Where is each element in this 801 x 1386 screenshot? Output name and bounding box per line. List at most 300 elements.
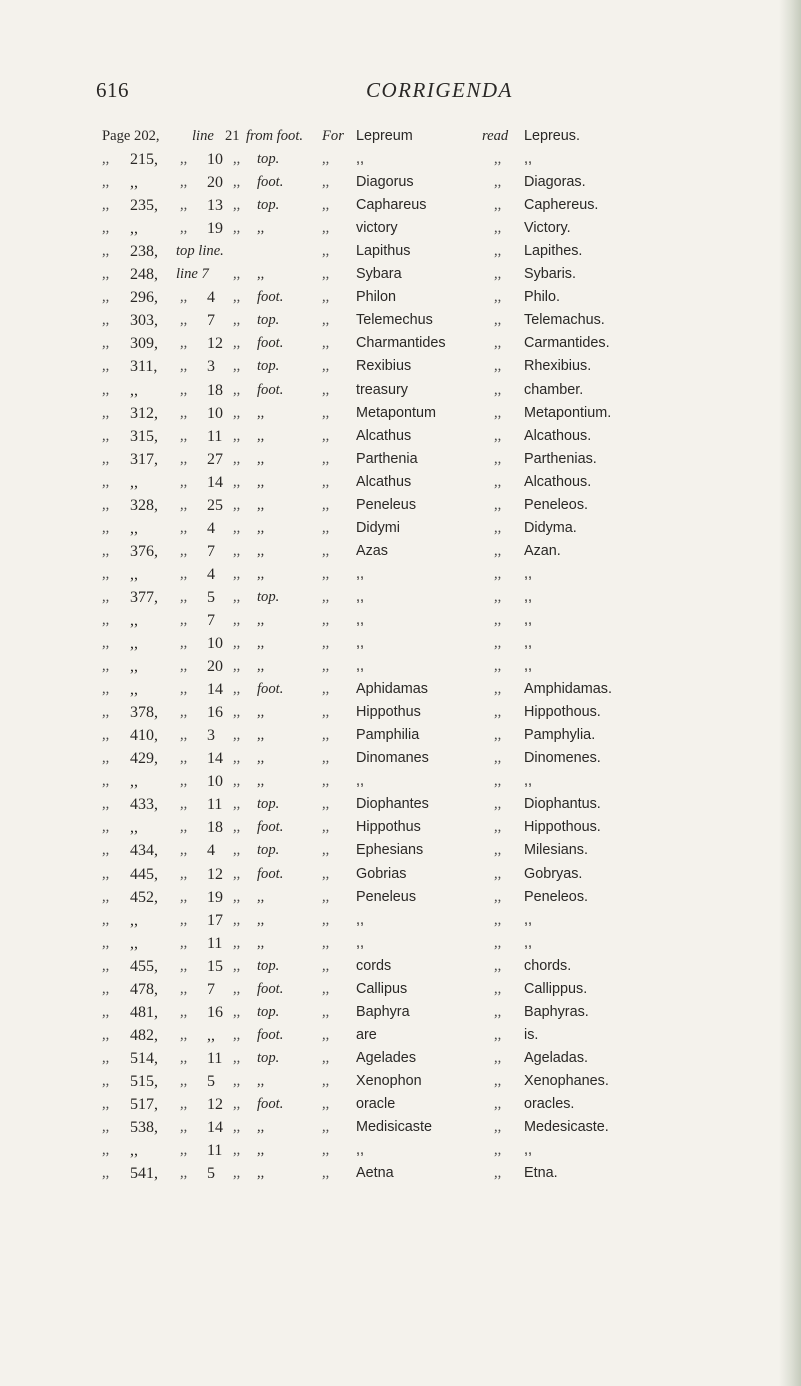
ditto-mark: ,, [494, 312, 502, 329]
ditto-mark: ,, [494, 335, 502, 352]
ditto-mark: ,, [322, 658, 330, 675]
ditto-mark: ,, [180, 174, 188, 191]
line-ref: 4 [207, 519, 215, 537]
ditto-mark: ,, [494, 381, 502, 398]
line-ref: 4 [207, 842, 215, 860]
ditto-mark: ,, [102, 381, 110, 398]
ditto-mark: ,, [494, 358, 502, 375]
ditto-mark: ,, [322, 1003, 330, 1020]
ditto-mark: ,, [180, 1142, 188, 1159]
corrigenda-row [0, 148, 801, 171]
ditto-mark: ,, [102, 289, 110, 306]
correct-reading: Metapontium. [524, 404, 612, 421]
ditto-mark: ,, [322, 1095, 330, 1112]
position-ref: ,, [257, 773, 265, 790]
correct-reading: ,, [524, 773, 532, 790]
erroneous-reading: Metapontum [356, 404, 436, 421]
erroneous-reading: Aetna [356, 1165, 394, 1182]
corrigenda-row [0, 332, 801, 355]
ditto-mark: ,, [322, 1026, 330, 1043]
line-ref: 3 [207, 727, 215, 745]
ditto-mark: ,, [180, 289, 188, 306]
corrigenda-row [0, 263, 801, 286]
position-label: from foot. [246, 128, 304, 144]
correct-reading: Victory. [524, 220, 571, 237]
line-ref: 20 [207, 174, 223, 192]
ditto-mark: ,, [494, 704, 502, 721]
page-ref: 538, [130, 1119, 158, 1137]
ditto-mark: ,, [233, 427, 241, 444]
ditto-mark: ,, [322, 312, 330, 329]
erroneous-reading: Peneleus [356, 888, 417, 905]
ditto-mark: ,, [180, 1072, 188, 1089]
ditto-mark: ,, [322, 588, 330, 605]
erroneous-reading: ,, [356, 635, 364, 652]
ditto-mark: ,, [494, 1003, 502, 1020]
corrigenda-row [0, 540, 801, 563]
line-ref: ,, [207, 1026, 215, 1044]
ditto-mark: ,, [180, 1119, 188, 1136]
ditto-mark: ,, [180, 496, 188, 513]
position-ref: foot. [257, 289, 284, 306]
ditto-mark: ,, [494, 911, 502, 928]
ditto-mark: ,, [494, 819, 502, 836]
corrigenda-row [0, 448, 801, 471]
ditto-mark: ,, [102, 266, 110, 283]
line-ref: 19 [207, 888, 223, 906]
erroneous-reading: Aphidamas [356, 681, 428, 698]
position-ref: foot. [257, 681, 284, 698]
page-ref: 376, [130, 542, 158, 560]
ditto-mark: ,, [102, 427, 110, 444]
corrigenda-row [0, 863, 801, 886]
ditto-mark: ,, [102, 588, 110, 605]
position-ref: ,, [257, 519, 265, 536]
corrigenda-row [0, 655, 801, 678]
corrigenda-row [0, 609, 801, 632]
page-ref: ,, [130, 1142, 138, 1160]
ditto-mark: ,, [102, 1003, 110, 1020]
corrigenda-row [0, 886, 801, 909]
ditto-mark: ,, [233, 911, 241, 928]
page-ref: 455, [130, 957, 158, 975]
ditto-mark: ,, [322, 289, 330, 306]
page-ref: 517, [130, 1095, 158, 1113]
position-ref: ,, [257, 450, 265, 467]
ditto-mark: ,, [322, 980, 330, 997]
page-ref: 248, [130, 266, 158, 284]
erroneous-reading: Callipus [356, 980, 408, 997]
ditto-mark: ,, [494, 473, 502, 490]
erroneous-reading: ,, [356, 1142, 364, 1159]
page-ref: 445, [130, 865, 158, 883]
ditto-mark: ,, [233, 611, 241, 628]
position-ref: ,, [257, 750, 265, 767]
position-ref: foot. [257, 1026, 284, 1043]
ditto-mark: ,, [233, 658, 241, 675]
correct-reading: Amphidamas. [524, 681, 612, 698]
correct-reading: ,, [524, 635, 532, 652]
corrigenda-row [0, 379, 801, 402]
corrigenda-row [0, 747, 801, 770]
ditto-mark: ,, [180, 588, 188, 605]
line-ref: 10 [207, 404, 223, 422]
correct-reading: Etna. [524, 1165, 558, 1182]
ditto-mark: ,, [494, 588, 502, 605]
ditto-mark: ,, [233, 865, 241, 882]
correct-reading: ,, [524, 911, 532, 928]
ditto-mark: ,, [180, 1003, 188, 1020]
correct-reading: ,, [524, 565, 532, 582]
corrigenda-row [0, 586, 801, 609]
ditto-mark: ,, [102, 1142, 110, 1159]
page-ref: 309, [130, 335, 158, 353]
ditto-mark: ,, [233, 1049, 241, 1066]
line-label: line [192, 128, 214, 144]
line-ref: 14 [207, 473, 223, 491]
ditto-mark: ,, [322, 542, 330, 559]
ditto-mark: ,, [180, 842, 188, 859]
ditto-mark: ,, [233, 980, 241, 997]
corrigenda-row [0, 909, 801, 932]
line-ref: 15 [207, 957, 223, 975]
page-ref: 514, [130, 1049, 158, 1067]
ditto-mark: ,, [494, 727, 502, 744]
page-ref: 311, [130, 358, 158, 376]
ditto-mark: ,, [102, 773, 110, 790]
ditto-mark: ,, [180, 1165, 188, 1182]
erroneous-reading: cords [356, 957, 392, 974]
ditto-mark: ,, [322, 819, 330, 836]
ditto-mark: ,, [233, 404, 241, 421]
line-ref: 5 [207, 1165, 215, 1183]
ditto-mark: ,, [494, 842, 502, 859]
ditto-mark: ,, [233, 1026, 241, 1043]
page-header [0, 78, 801, 108]
ditto-mark: ,, [233, 220, 241, 237]
correct-reading: is. [524, 1026, 539, 1043]
position-ref: ,, [257, 888, 265, 905]
erroneous-reading: Medisicaste [356, 1119, 432, 1136]
position-ref: ,, [257, 1072, 265, 1089]
erroneous-reading: Hippothus [356, 704, 421, 721]
erroneous-reading: Xenophon [356, 1072, 422, 1089]
correct-reading: Hippothous. [524, 704, 601, 721]
ditto-mark: ,, [180, 1049, 188, 1066]
ditto-mark: ,, [233, 588, 241, 605]
ditto-mark: ,, [102, 957, 110, 974]
ditto-mark: ,, [102, 888, 110, 905]
ditto-mark: ,, [494, 1165, 502, 1182]
corrigenda-row [0, 217, 801, 240]
corrigenda-row [0, 724, 801, 747]
ditto-mark: ,, [180, 796, 188, 813]
ditto-mark: ,, [180, 312, 188, 329]
ditto-mark: ,, [494, 519, 502, 536]
ditto-mark: ,, [180, 473, 188, 490]
ditto-mark: ,, [233, 358, 241, 375]
page-ref: 328, [130, 496, 158, 514]
correct-reading: Dinomenes. [524, 750, 601, 767]
ditto-mark: ,, [233, 796, 241, 813]
ditto-mark: ,, [180, 865, 188, 882]
line-ref: 16 [207, 704, 223, 722]
corrigenda-row [0, 701, 801, 724]
erroneous-reading: Didymi [356, 519, 400, 536]
page-ref: 515, [130, 1072, 158, 1090]
ditto-mark: ,, [180, 934, 188, 951]
ditto-mark: ,, [494, 404, 502, 421]
position-ref: top. [257, 1003, 280, 1020]
ditto-mark: ,, [494, 565, 502, 582]
ditto-mark: ,, [102, 796, 110, 813]
ditto-mark: ,, [180, 404, 188, 421]
erroneous-reading: oracle [356, 1095, 396, 1112]
line-value: 21 [225, 128, 240, 144]
ditto-mark: ,, [322, 681, 330, 698]
line-ref: 5 [207, 1072, 215, 1090]
erroneous-reading: Hippothus [356, 819, 421, 836]
ditto-mark: ,, [102, 635, 110, 652]
page-ref: ,, [130, 934, 138, 952]
corrigenda-row [0, 1093, 801, 1116]
line-ref: 16 [207, 1003, 223, 1021]
page-number: 616 [96, 78, 129, 102]
ditto-mark: ,, [322, 888, 330, 905]
correct-reading: Alcathous. [524, 427, 592, 444]
ditto-mark: ,, [102, 681, 110, 698]
ditto-mark: ,, [102, 911, 110, 928]
position-ref: ,, [257, 934, 265, 951]
erroneous-reading: ,, [356, 658, 364, 675]
corrigenda-row [0, 955, 801, 978]
ditto-mark: ,, [322, 519, 330, 536]
page-ref: ,, [130, 174, 138, 192]
line-ref: 20 [207, 658, 223, 676]
ditto-mark: ,, [233, 957, 241, 974]
erroneous-reading: Sybara [356, 266, 402, 283]
position-ref: top. [257, 358, 280, 375]
correct-reading: Peneleos. [524, 888, 589, 905]
page-ref: 541, [130, 1165, 158, 1183]
position-ref: top. [257, 151, 280, 168]
ditto-mark: ,, [102, 243, 110, 260]
position-ref: ,, [257, 220, 265, 237]
corrigenda-row [0, 678, 801, 701]
line-ref: 7 [207, 611, 215, 629]
ditto-mark: ,, [180, 335, 188, 352]
erroneous-reading: ,, [356, 773, 364, 790]
line-ref: 10 [207, 635, 223, 653]
erroneous-reading: Azas [356, 542, 388, 559]
correct-reading: chamber. [524, 381, 584, 398]
ditto-mark: ,, [494, 635, 502, 652]
erroneous-reading: Dinomanes [356, 750, 429, 767]
ditto-mark: ,, [180, 1026, 188, 1043]
ditto-mark: ,, [494, 1095, 502, 1112]
correct-reading: Callippus. [524, 980, 588, 997]
page-ref: ,, [130, 773, 138, 791]
erroneous-reading: ,, [356, 611, 364, 628]
correct-reading: Hippothous. [524, 819, 601, 836]
ditto-mark: ,, [233, 1165, 241, 1182]
ditto-mark: ,, [233, 542, 241, 559]
position-ref: ,, [257, 1119, 265, 1136]
position-ref: ,, [257, 473, 265, 490]
line-ref: line 7 [176, 266, 209, 283]
correct-reading: Philo. [524, 289, 560, 306]
ditto-mark: ,, [322, 1119, 330, 1136]
corrigenda-row [0, 286, 801, 309]
erroneous-reading: ,, [356, 588, 364, 605]
ditto-mark: ,, [494, 1142, 502, 1159]
page-ref: 478, [130, 980, 158, 998]
correct-reading: Milesians. [524, 842, 588, 859]
position-ref: ,, [257, 565, 265, 582]
corrigenda-row [0, 563, 801, 586]
ditto-mark: ,, [180, 565, 188, 582]
erroneous-reading: Charmantides [356, 335, 446, 352]
position-ref: ,, [257, 1165, 265, 1182]
ditto-mark: ,, [322, 704, 330, 721]
ditto-mark: ,, [322, 427, 330, 444]
erroneous-reading: victory [356, 220, 398, 237]
position-ref: top. [257, 1049, 280, 1066]
correct-reading: Baphyras. [524, 1003, 589, 1020]
ditto-mark: ,, [494, 888, 502, 905]
erroneous-reading: ,, [356, 565, 364, 582]
ditto-mark: ,, [233, 496, 241, 513]
erroneous-reading: Telemechus [356, 312, 433, 329]
ditto-mark: ,, [322, 1165, 330, 1182]
ditto-mark: ,, [102, 358, 110, 375]
ditto-mark: ,, [102, 565, 110, 582]
position-ref: foot. [257, 819, 284, 836]
erroneous-reading: Baphyra [356, 1003, 410, 1020]
ditto-mark: ,, [322, 1142, 330, 1159]
ditto-mark: ,, [233, 151, 241, 168]
ditto-mark: ,, [494, 450, 502, 467]
line-ref: 14 [207, 1119, 223, 1137]
ditto-mark: ,, [102, 727, 110, 744]
ditto-mark: ,, [233, 450, 241, 467]
page-ref: ,, [130, 381, 138, 399]
position-ref: ,, [257, 542, 265, 559]
ditto-mark: ,, [233, 681, 241, 698]
erroneous-reading: ,, [356, 911, 364, 928]
erroneous-reading: Peneleus [356, 496, 417, 513]
ditto-mark: ,, [102, 473, 110, 490]
ditto-mark: ,, [180, 519, 188, 536]
line-ref: 7 [207, 980, 215, 998]
corrigenda-row [0, 402, 801, 425]
ditto-mark: ,, [494, 1026, 502, 1043]
corrigenda-row [0, 517, 801, 540]
line-ref: 7 [207, 312, 215, 330]
ditto-mark: ,, [233, 750, 241, 767]
ditto-mark: ,, [322, 611, 330, 628]
erroneous-reading: Diagorus [356, 174, 414, 191]
ditto-mark: ,, [233, 704, 241, 721]
ditto-mark: ,, [180, 727, 188, 744]
erroneous-reading: Alcathus [356, 427, 412, 444]
corrigenda-row [0, 1047, 801, 1070]
corrigenda-row [0, 1001, 801, 1024]
ditto-mark: ,, [102, 750, 110, 767]
line-ref: 19 [207, 220, 223, 238]
ditto-mark: ,, [322, 197, 330, 214]
ditto-mark: ,, [494, 220, 502, 237]
ditto-mark: ,, [322, 381, 330, 398]
ditto-mark: ,, [233, 519, 241, 536]
line-ref: 27 [207, 450, 223, 468]
ditto-mark: ,, [180, 658, 188, 675]
page-ref: 377, [130, 588, 158, 606]
ditto-mark: ,, [102, 865, 110, 882]
page-ref: ,, [130, 681, 138, 699]
ditto-mark: ,, [102, 1049, 110, 1066]
position-ref: ,, [257, 727, 265, 744]
erroneous-reading: Caphareus [356, 197, 427, 214]
erroneous-reading: are [356, 1026, 377, 1043]
page-ref: 482, [130, 1026, 158, 1044]
erroneous-reading: Gobrias [356, 865, 407, 882]
ditto-mark: ,, [322, 750, 330, 767]
erroneous-reading: ,, [356, 151, 364, 168]
ditto-mark: ,, [494, 750, 502, 767]
ditto-mark: ,, [322, 473, 330, 490]
correct-reading: Azan. [524, 542, 561, 559]
correct-reading: ,, [524, 611, 532, 628]
ditto-mark: ,, [102, 1072, 110, 1089]
ditto-mark: ,, [102, 312, 110, 329]
ditto-mark: ,, [233, 934, 241, 951]
ditto-mark: ,, [233, 1072, 241, 1089]
erroneous-reading: Pamphilia [356, 727, 420, 744]
page-ref: 433, [130, 796, 158, 814]
line-ref: 10 [207, 151, 223, 169]
correct-reading: Diagoras. [524, 174, 586, 191]
ditto-mark: ,, [233, 1142, 241, 1159]
correct-reading: Peneleos. [524, 496, 589, 513]
ditto-mark: ,, [322, 496, 330, 513]
page-ref: ,, [130, 819, 138, 837]
for-label: For [322, 128, 344, 144]
line-ref: 17 [207, 911, 223, 929]
running-head: CORRIGENDA [366, 78, 513, 102]
corrigenda-table [0, 125, 801, 1185]
page-ref: 452, [130, 888, 158, 906]
ditto-mark: ,, [233, 1095, 241, 1112]
erroneous-reading: treasury [356, 381, 408, 398]
page-ref: ,, [130, 220, 138, 238]
ditto-mark: ,, [494, 611, 502, 628]
ditto-mark: ,, [233, 312, 241, 329]
page-ref: 434, [130, 842, 158, 860]
line-ref: 18 [207, 381, 223, 399]
line-ref: 10 [207, 773, 223, 791]
ditto-mark: ,, [494, 773, 502, 790]
ditto-mark: ,, [180, 542, 188, 559]
ditto-mark: ,, [494, 1119, 502, 1136]
ditto-mark: ,, [102, 934, 110, 951]
correct-reading: ,, [524, 934, 532, 951]
ditto-mark: ,, [102, 704, 110, 721]
corrigenda-row [0, 1139, 801, 1162]
page-ref: ,, [130, 565, 138, 583]
line-ref: 11 [207, 1142, 223, 1160]
position-ref: top. [257, 957, 280, 974]
